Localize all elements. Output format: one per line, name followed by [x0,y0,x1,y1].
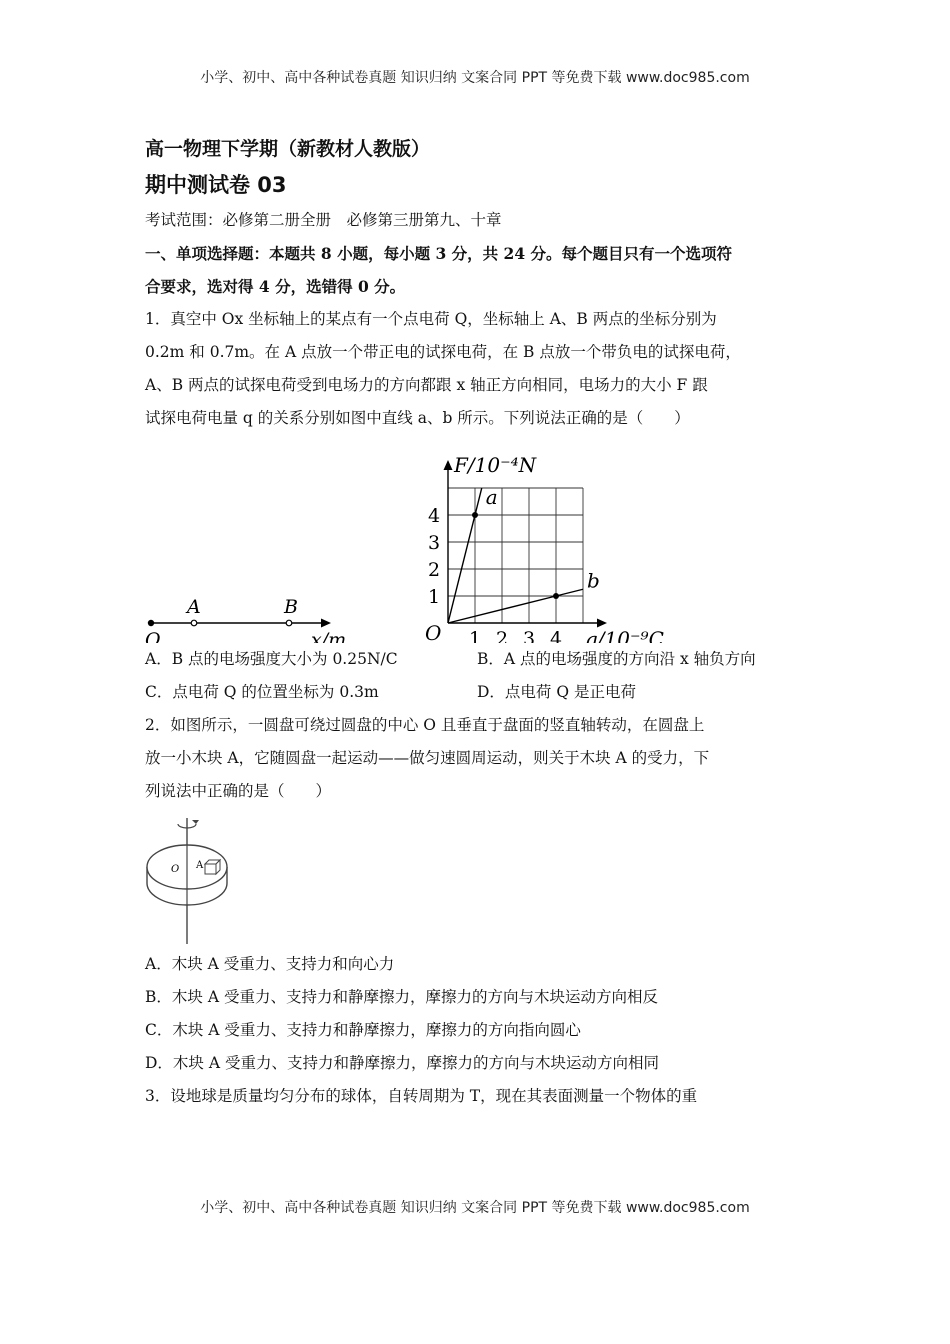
q1-line-4: 试探电荷电量 q 的关系分别如图中直线 a、b 所示。下列说法正确的是（ ） [145,409,690,427]
series-label-b: b [587,568,600,593]
series-line-b [448,589,583,623]
q2-option-d[interactable]: D．木块 A 受重力、支持力和静摩擦力，摩擦力的方向与木块运动方向相同 [145,1054,659,1072]
q1-line-2: 0.2m 和 0.7m。在 A 点放一个带正电的试探电荷，在 B 点放一个带负电的试探电荷， [145,343,741,361]
x-tick-label: 2 [496,628,509,643]
block-label: A [196,860,204,871]
rotation-arrowhead-icon [192,820,199,824]
q1-options-row-2 [145,676,815,709]
point-a-dot [191,620,197,626]
series-line-a [448,488,482,623]
q1-options-row-1 [145,643,815,676]
page-header: 小学、初中、高中各种试卷真题 知识归纳 文案合同 PPT 等免费下载 www.doc985.com [200,70,750,86]
section-line-1: 一、单项选择题：本题共 8 小题，每小题 3 分，共 24 分。每个题目只有一个选项符 [145,244,733,263]
section-line-2: 合要求，选对得 4 分，选错得 0 分。 [145,277,406,296]
q2-line-1: 2．如图所示，一圆盘可绕过圆盘的中心 O 且垂直于盘面的竖直轴转动，在圆盘上 [145,716,705,734]
disk-figure-svg [145,808,245,948]
y-tick-label: 1 [428,586,441,608]
x-tick-label: 4 [550,628,563,643]
origin-label: O [145,629,161,643]
series-marker-b [553,593,559,599]
x-axis-figure [145,596,346,643]
x-tick-label: 1 [469,628,482,643]
q2-option-b[interactable]: B．木块 A 受重力、支持力和静摩擦力，摩擦力的方向与木块运动方向相反 [145,988,658,1006]
q2-option-a[interactable]: A．木块 A 受重力、支持力和向心力 [145,955,395,973]
chart-y-arrow [444,460,453,470]
q1-figures [145,435,815,643]
y-tick-label: 3 [428,532,441,554]
f-q-chart [425,453,664,643]
block-icon [205,860,220,874]
origin-dot [148,620,154,626]
q1-line-1: 1．真空中 Ox 坐标轴上的某点有一个点电荷 Q，坐标轴上 A、B 两点的坐标分别为 [145,310,717,328]
x-tick-label: 3 [523,628,536,643]
series-label-a: a [485,485,498,509]
q1-line-3: A、B 两点的试探电荷受到电场力的方向都跟 x 轴正方向相同，电场力的大小 F 跟 [145,376,708,394]
q2-line-2: 放一小木块 A，它随圆盘一起运动——做匀速圆周运动，则关于木块 A 的受力，下 [145,749,710,767]
y-tick-label: 2 [428,559,441,581]
chart-y-label: F/10⁻⁴N [454,453,537,477]
q2-figure [145,808,815,948]
point-b-label: B [284,596,298,618]
disk-center-label: O [171,864,180,875]
page-title: 期中测试卷 03 [145,173,287,197]
q3-line-1: 3．设地球是质量均匀分布的球体，自转周期为 T，现在其表面测量一个物体的重 [145,1087,698,1105]
q1-option-d[interactable]: D．点电荷 Q 是正电荷 [477,683,636,701]
exam-scope: 考试范围：必修第二册全册 必修第三册第九、十章 [145,211,502,229]
q2-option-c[interactable]: C．木块 A 受重力、支持力和静摩擦力，摩擦力的方向指向圆心 [145,1021,581,1039]
q1-option-a[interactable]: A．B 点的电场强度大小为 0.25N/C [145,650,398,668]
q1-figure-svg [145,435,815,643]
q1-option-c[interactable]: C．点电荷 Q 的位置坐标为 0.3m [145,683,379,701]
q2-line-3: 列说法中正确的是（ ） [145,782,332,800]
x-axis-label: x/m [311,629,347,643]
chart-series [448,485,600,623]
content [145,132,815,1113]
x-axis-arrow [321,619,331,628]
series-marker-a [472,512,478,518]
page-footer: 小学、初中、高中各种试卷真题 知识归纳 文案合同 PPT 等免费下载 www.doc985.com [200,1200,750,1216]
point-a-label: A [187,596,201,618]
subtitle: 高一物理下学期（新教材人教版） [145,138,431,160]
chart-grid [448,488,583,623]
chart-x-label: q/10⁻⁹C [585,627,664,643]
chart-origin-label: O [425,621,442,643]
q1-option-b[interactable]: B．A 点的电场强度的方向沿 x 轴负方向 [477,650,756,668]
point-b-dot [286,620,292,626]
y-tick-label: 4 [428,505,441,527]
